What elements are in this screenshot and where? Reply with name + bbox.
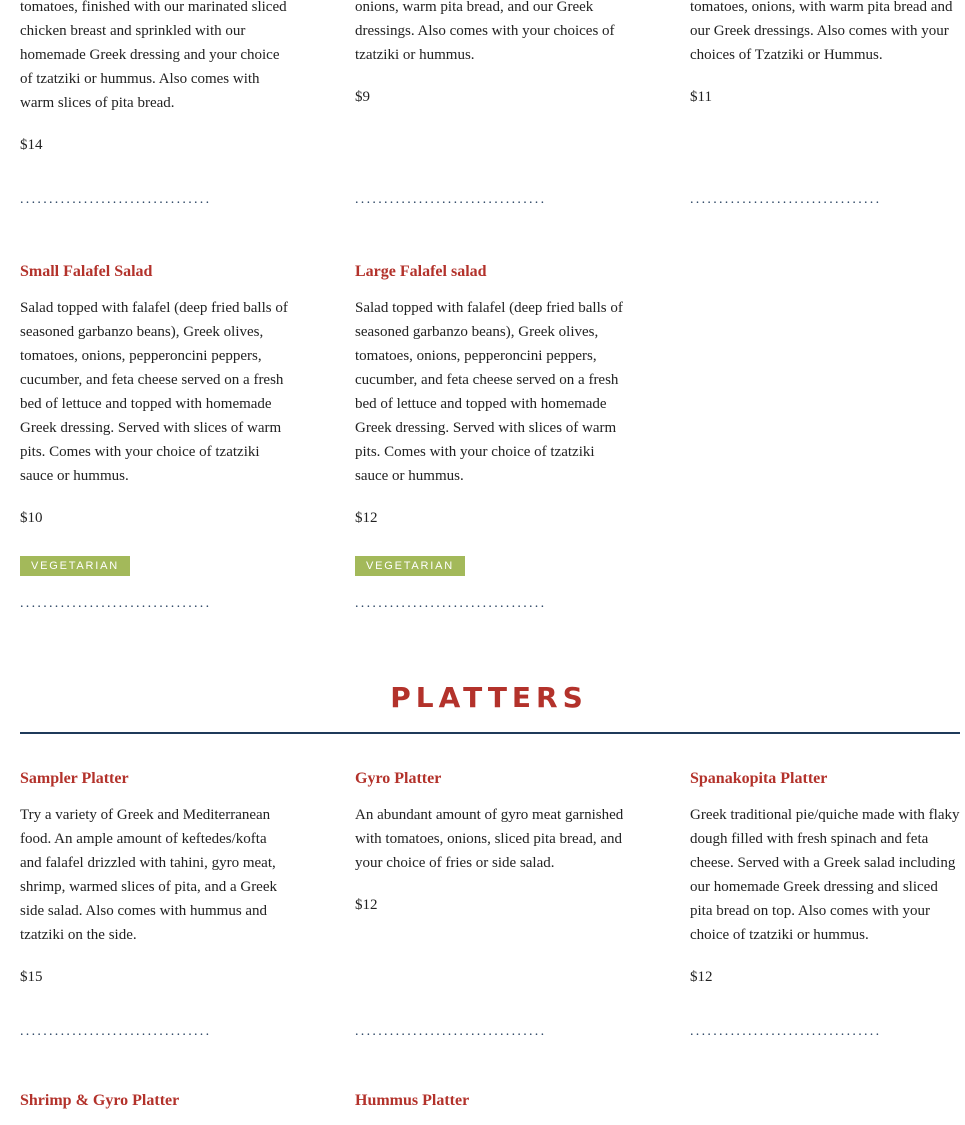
item-description: tomatoes, finished with our marinated sliced chicken breast and sprinkled with our homemade Greek dressing and your choice of tzatziki or hummus. Also comes with warm slices of pita bread.: [20, 0, 287, 111]
item-price: $12: [355, 510, 378, 526]
dotted-divider: .................................: [690, 1026, 882, 1038]
dotted-divider: .................................: [690, 194, 882, 206]
menu-item-spanakopita-platter: [690, 769, 960, 947]
dotted-divider: .................................: [355, 194, 547, 206]
item-description: Greek traditional pie/quiche made with flaky dough filled with fresh spinach and feta cheese. Served with a Greek salad including our homemade Greek dressing and sliced pita bread on top. Also comes with your choice of tzatziki or hummus.: [690, 807, 960, 943]
item-description: tomatoes, onions, with warm pita bread and our Greek dressings. Also comes with your choices of Tzatziki or Hummus.: [690, 0, 953, 63]
menu-item-small-falafel-salad: [20, 262, 290, 488]
menu-item-top-3: [690, 0, 960, 67]
menu-item-top-1: [20, 0, 290, 115]
vegetarian-badge: VEGETARIAN: [355, 556, 465, 576]
section-title-platters: PLATTERS: [390, 681, 588, 714]
item-name: Large Falafel salad: [355, 263, 487, 280]
menu-item-top-2: [355, 0, 625, 67]
vegetarian-badge: VEGETARIAN: [20, 556, 130, 576]
item-price: $10: [20, 510, 43, 526]
item-name: Gyro Platter: [355, 770, 442, 787]
dotted-divider: .................................: [20, 598, 212, 610]
menu-item-large-falafel-salad: [355, 262, 625, 488]
item-name: Sampler Platter: [20, 770, 129, 787]
item-name: Spanakopita Platter: [690, 770, 828, 787]
item-price: $12: [690, 969, 713, 985]
item-description: onions, warm pita bread, and our Greek dressings. Also comes with your choices of tzatziki or hummus.: [355, 0, 615, 63]
item-description: Salad topped with falafel (deep fried balls of seasoned garbanzo beans), Greek olives, tomatoes, onions, pepperoncini peppers, cucumber, and feta cheese served on a fresh bed of lettuce and topped with homemade Greek dressing. Served with slices of warm pits. Comes with your choice of tzatziki sauce or hummus.: [20, 300, 288, 484]
item-description: An abundant amount of gyro meat garnished with tomatoes, onions, sliced pita bread, and your choice of fries or side salad.: [355, 807, 624, 871]
item-name: Shrimp & Gyro Platter: [20, 1092, 180, 1109]
dotted-divider: .................................: [355, 598, 547, 610]
item-price: $12: [355, 897, 378, 913]
dotted-divider: .................................: [20, 194, 212, 206]
menu-item-gyro-platter: [355, 769, 625, 875]
item-description: Salad topped with falafel (deep fried balls of seasoned garbanzo beans), Greek olives, tomatoes, onions, pepperoncini peppers, cucumber, and feta cheese served on a fresh bed of lettuce and topped with homemade Greek dressing. Served with slices of warm pits. Comes with your choice of tzatziki sauce or hummus.: [355, 300, 623, 484]
menu-item-hummus-platter: [355, 1091, 625, 1125]
item-price: $9: [355, 89, 370, 105]
item-name: Small Falafel Salad: [20, 263, 153, 280]
item-price: $15: [20, 969, 43, 985]
dotted-divider: .................................: [355, 1026, 547, 1038]
menu-item-shrimp-gyro-platter: [20, 1091, 290, 1125]
menu-item-sampler-platter: [20, 769, 290, 947]
item-name: Hummus Platter: [355, 1092, 470, 1109]
dotted-divider: .................................: [20, 1026, 212, 1038]
item-price: $11: [690, 89, 712, 105]
section-rule: [20, 732, 960, 734]
item-description: Try a variety of Greek and Mediterranean food. An ample amount of keftedes/kofta and falafel drizzled with tahini, gyro meat, shrimp, warmed slices of pita, and a Greek side salad. Also comes with hummus and tzatziki on the side.: [20, 807, 277, 943]
item-price: $14: [20, 137, 43, 153]
